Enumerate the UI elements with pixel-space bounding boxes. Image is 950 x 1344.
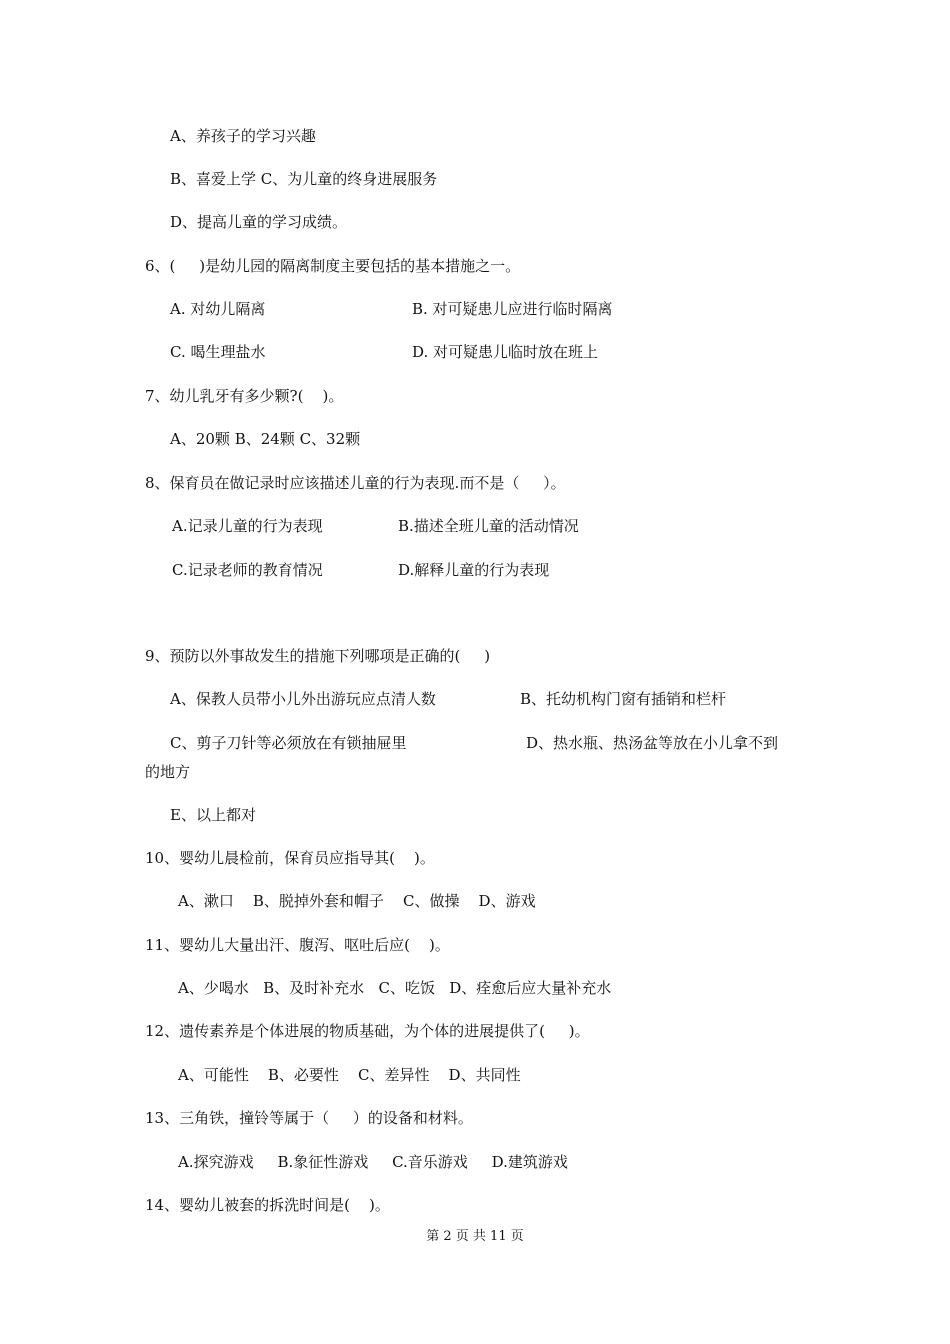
question-9-option-d-continued: 的地方 bbox=[145, 763, 191, 781]
question-8-option-a: A.记录儿童的行为表现 bbox=[172, 517, 323, 535]
question-11-options: A、少喝水 B、及时补充水 C、吃饭 D、痊愈后应大量补充水 bbox=[178, 979, 612, 997]
question-11: 11、婴幼儿大量出汗、腹泻、呕吐后应( )。 bbox=[145, 936, 450, 954]
question-6: 6、( )是幼儿园的隔离制度主要包括的基本措施之一。 bbox=[145, 257, 521, 275]
question-12: 12、遗传素养是个体进展的物质基础，为个体的进展提供了( )。 bbox=[145, 1022, 590, 1040]
question-13-options: A.探究游戏 B.象征性游戏 C.音乐游戏 D.建筑游戏 bbox=[178, 1153, 568, 1171]
page-footer: 第 2 页 共 11 页 bbox=[426, 1229, 524, 1244]
question-9: 9、预防以外事故发生的措施下列哪项是正确的( ) bbox=[145, 647, 491, 665]
question-8-option-c: C.记录老师的教育情况 bbox=[172, 561, 323, 579]
question-7-options: A、20颗 B、24颗 C、32颗 bbox=[170, 430, 361, 448]
question-6-option-b: B. 对可疑患儿应进行临时隔离 bbox=[412, 300, 613, 318]
question-13: 13、三角铁，撞铃等属于（ ）的设备和材料。 bbox=[145, 1109, 473, 1127]
question-6-option-d: D. 对可疑患儿临时放在班上 bbox=[412, 343, 599, 361]
question-10: 10、婴幼儿晨检前，保育员应指导其( )。 bbox=[145, 849, 435, 867]
question-6-option-c: C. 喝生理盐水 bbox=[170, 343, 266, 361]
option-d-line: D、提高儿童的学习成绩。 bbox=[170, 213, 348, 231]
option-b-c-line: B、喜爱上学 C、为儿童的终身进展服务 bbox=[170, 170, 438, 188]
question-8-option-b: B.描述全班儿童的活动情况 bbox=[398, 517, 579, 535]
question-9-option-a: A、保教人员带小儿外出游玩应点清人数 bbox=[170, 690, 436, 708]
question-7: 7、幼儿乳牙有多少颗?( )。 bbox=[145, 387, 344, 405]
question-9-option-d: D、热水瓶、热汤盆等放在小儿拿不到 bbox=[526, 734, 779, 752]
option-a-line: A、养孩子的学习兴趣 bbox=[170, 127, 316, 145]
question-8-option-d: D.解释儿童的行为表现 bbox=[398, 561, 550, 579]
question-8: 8、保育员在做记录时应该描述儿童的行为表现.而不是（ ）。 bbox=[145, 474, 566, 492]
question-14: 14、婴幼儿被套的拆洗时间是( )。 bbox=[145, 1196, 390, 1214]
question-9-option-b: B、托幼机构门窗有插销和栏杆 bbox=[520, 690, 727, 708]
question-9-option-c: C、剪子刀针等必须放在有锁抽屉里 bbox=[170, 734, 407, 752]
question-6-option-a: A. 对幼儿隔离 bbox=[170, 300, 266, 318]
question-9-option-e: E、以上都对 bbox=[170, 806, 256, 824]
question-12-options: A、可能性 B、必要性 C、差异性 D、共同性 bbox=[178, 1066, 521, 1084]
question-10-options: A、漱口 B、脱掉外套和帽子 C、做操 D、游戏 bbox=[178, 892, 536, 910]
